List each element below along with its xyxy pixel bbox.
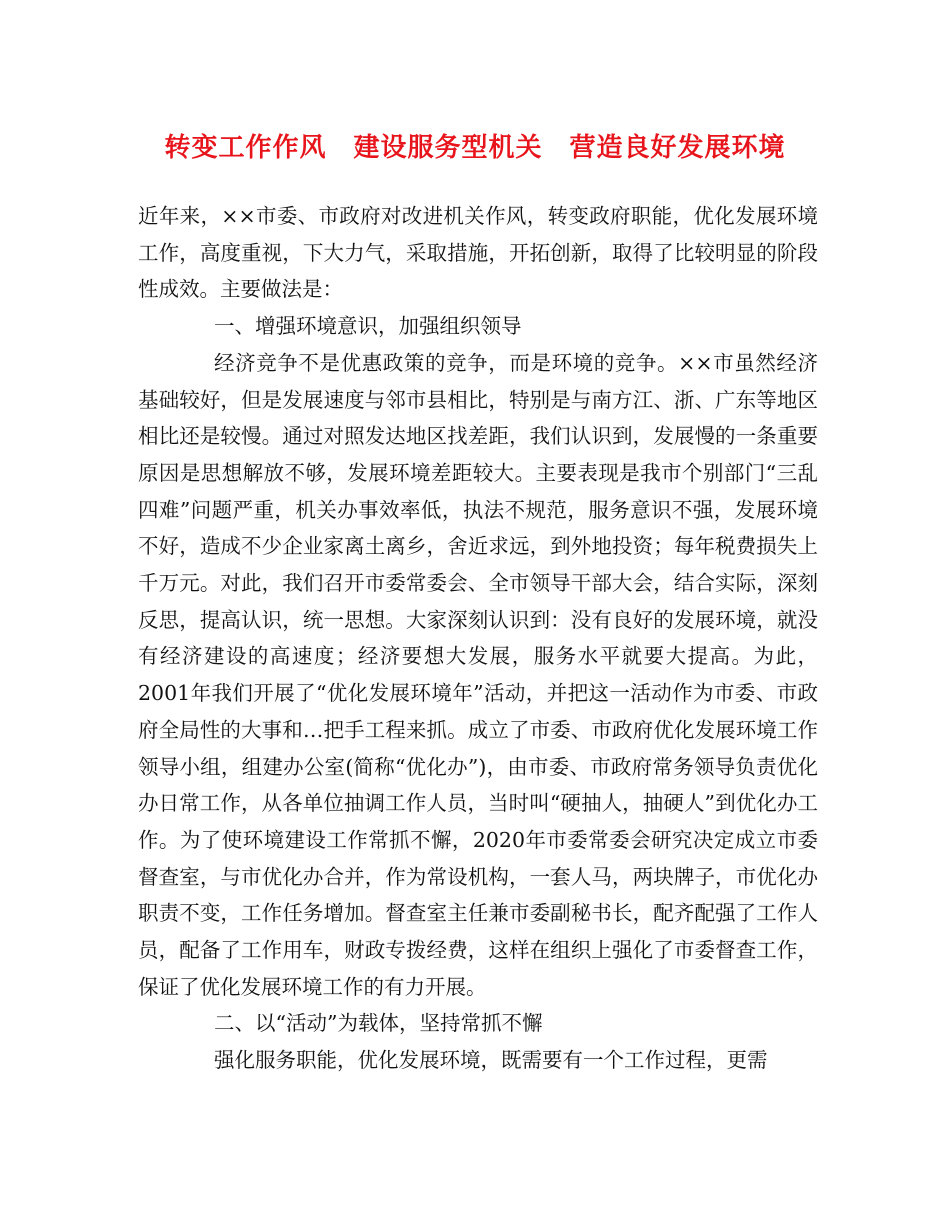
intro-paragraph: 近年来，××市委、市政府对改进机关作风，转变政府职能，优化发展环境工作，高度重视，下大力气，采取措施，开拓创新，取得了比较明显的阶段性成效。主要做法是： [138,204,818,302]
section-1-paragraph: 经济竞争不是优惠政策的竞争，而是环境的竞争。××市虽然经济基础较好，但是发展速度与邻市县相比，特别是与南方江、浙、广东等地区相比还是较慢。通过对照发达地区找差距，我们认识到，发展慢的一条重要原因是思想解放不够，发展环境差距较大。主要表现是我市个别部门“三乱四难”问题严重，机关办事效率低，执法不规范，服务意识不强，发展环境不好，造成不少企业家离土离乡，舍近求远，到外地投资；每年税费损失上千万元。对此，我们召开市委常委会、全市领导干部大会，结合实际，深刻反思，提高认识，统一思想。大家深刻认识到：没有良好的发展环境，就没有经济建设的高速度；经济要想大发展，服务水平就要大提高。为此，2001年我们开展了“优化发展环境年”活动，并把这一活动作为市委、市政府全局性的大事和…把手工程来抓。成立了市委、市政府优化发展环境工作领导小组，组建办公室(简称“优化办”)，由市委、市政府常务领导负责优化办日常工作，从各单位抽调工作人员，当时叫“硬抽人，抽硬人”到优化办工作。为了使环境建设工作常抓不懈，2020年市委常委会研究决定成立市委督查室，与市优化办合并，作为常设机构，一套人马，两块牌子，市优化办职责不变，工作任务增加。督查室主任兼市委副秘书长，配齐配强了工作人员，配备了工作用车，财政专拨经费，这样在组织上强化了市委督查工作，保证了优化发展环境工作的有力开展。 [138,350,818,999]
section-2-paragraph: 强化服务职能，优化发展环境，既需要有一个工作过程，更需 [214,1048,768,1073]
document-body [138,198,818,1079]
document-title: 转变工作作风 建设服务型机关 营造良好发展环境 [164,133,786,163]
section-heading-2: 二、以“活动”为载体，坚持常抓不懈 [214,1011,543,1036]
section-heading-1: 一、增强环境意识，加强组织领导 [214,314,522,339]
